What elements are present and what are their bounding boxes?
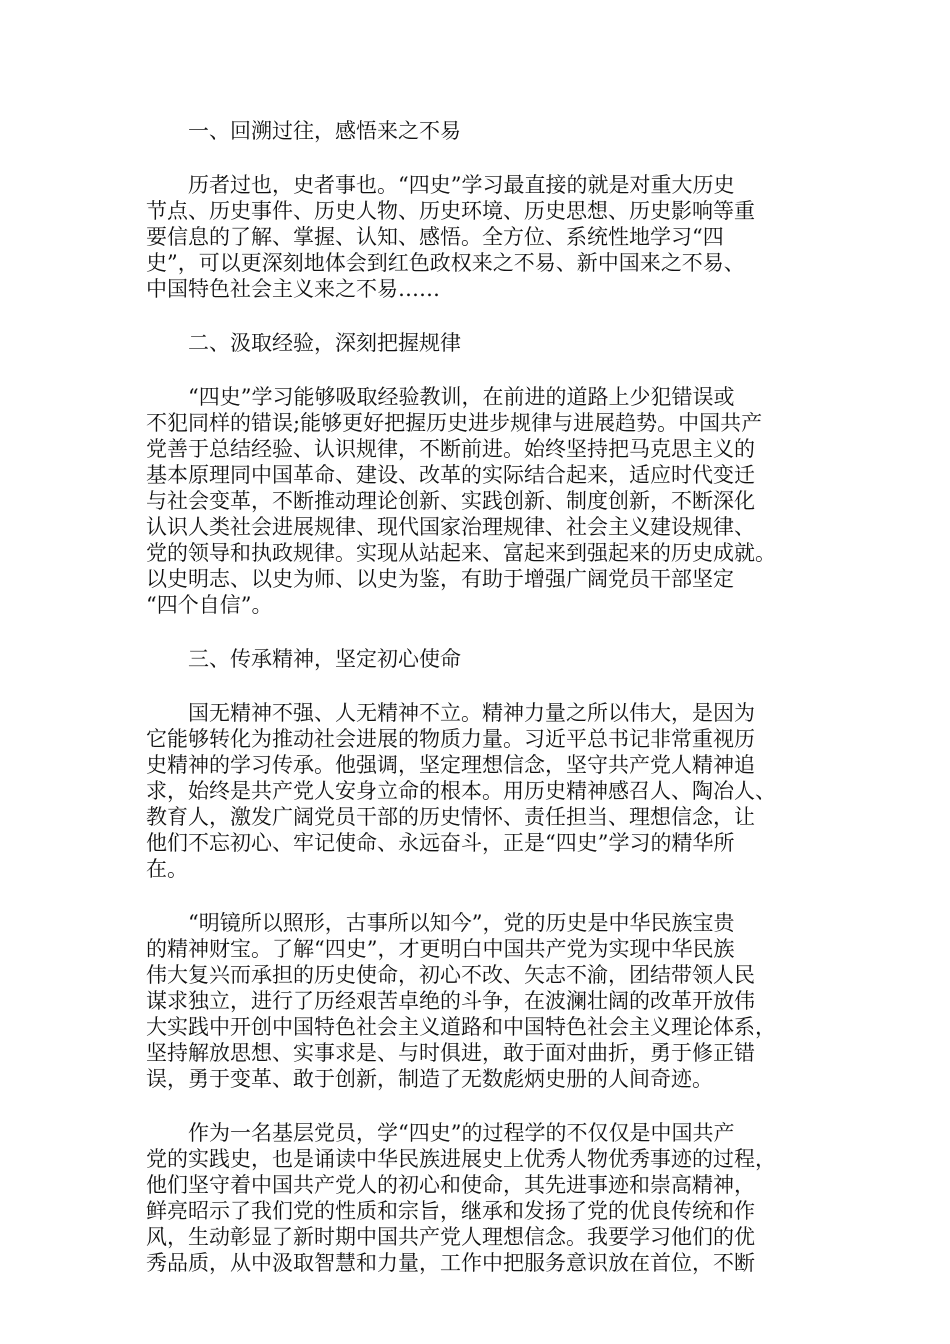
paragraph-line: 基本原理同中国革命、建设、改革的实际结合起来，适应时代变迁 bbox=[146, 463, 755, 487]
section-heading-3: 三、传承精神，坚定初心使命 bbox=[188, 647, 461, 671]
paragraph-line: 节点、历史事件、历史人物、历史环境、历史思想、历史影响等重 bbox=[146, 199, 755, 223]
paragraph-line: 党的实践史，也是诵读中华民族进展史上优秀人物优秀事迹的过程， bbox=[146, 1147, 776, 1171]
paragraph-line: 大实践中开创中国特色社会主义道路和中国特色社会主义理论体系， bbox=[146, 1015, 776, 1039]
paragraph-line: 中国特色社会主义来之不易…… bbox=[146, 277, 440, 301]
paragraph-5 bbox=[146, 1120, 806, 1276]
paragraph-line: 在。 bbox=[146, 857, 188, 881]
paragraph-line: 秀品质，从中汲取智慧和力量，工作中把服务意识放在首位，不断 bbox=[146, 1251, 755, 1275]
paragraph-line: 谋求独立，进行了历经艰苦卓绝的斗争，在波澜壮阔的改革开放伟 bbox=[146, 989, 755, 1013]
paragraph-line: 求，始终是共产党人安身立命的根本。用历史精神感召人、陶冶人、 bbox=[146, 779, 776, 803]
paragraph-line: “四个自信”。 bbox=[146, 593, 273, 617]
paragraph-line: 历者过也，史者事也。“四史”学习最直接的就是对重大历史 bbox=[188, 173, 735, 197]
paragraph-line: 教育人，激发广阔党员干部的历史情怀、责任担当、理想信念，让 bbox=[146, 805, 755, 829]
paragraph-line: 他们不忘初心、牢记使命、永远奋斗，正是“四史”学习的精华所 bbox=[146, 831, 735, 855]
document-body bbox=[146, 118, 806, 1304]
paragraph-line: “明镜所以照形，古事所以知今”，党的历史是中华民族宝贵 bbox=[188, 911, 735, 935]
paragraph-line: 认识人类社会进展规律、现代国家治理规律、社会主义建设规律、 bbox=[146, 515, 755, 539]
paragraph-line: 作为一名基层党员，学“四史”的过程学的不仅仅是中国共产 bbox=[188, 1121, 735, 1145]
paragraph-line: 国无精神不强、人无精神不立。精神力量之所以伟大，是因为 bbox=[188, 701, 755, 725]
paragraph-line: 他们坚守着中国共产党人的初心和使命，其先进事迹和崇高精神， bbox=[146, 1173, 755, 1197]
paragraph-line: 史精神的学习传承。他强调，坚定理想信念，坚守共产党人精神追 bbox=[146, 753, 755, 777]
paragraph-line: 以史明志、以史为师、以史为鉴，有助于增强广阔党员干部坚定 bbox=[146, 567, 734, 591]
paragraph-line: 党的领导和执政规律。实现从站起来、富起来到强起来的历史成就。 bbox=[146, 541, 776, 565]
paragraph-line: 鲜亮昭示了我们党的性质和宗旨，继承和发扬了党的优良传统和作 bbox=[146, 1199, 755, 1223]
paragraph-line: 史”，可以更深刻地体会到红色政权来之不易、新中国来之不易、 bbox=[146, 251, 745, 275]
paragraph-line: 要信息的了解、掌握、认知、感悟。全方位、系统性地学习“四 bbox=[146, 225, 724, 249]
paragraph-line: 党善于总结经验、认识规律，不断前进。始终坚持把马克思主义的 bbox=[146, 437, 755, 461]
paragraph-2 bbox=[146, 384, 806, 618]
paragraph-line: 误，勇于变革、敢于创新，制造了无数彪炳史册的人间奇迹。 bbox=[146, 1067, 713, 1091]
paragraph-1 bbox=[146, 172, 806, 302]
paragraph-4 bbox=[146, 910, 806, 1092]
paragraph-line: 的精神财宝。了解“四史”，才更明白中国共产党为实现中华民族 bbox=[146, 937, 735, 961]
paragraph-line: 它能够转化为推动社会进展的物质力量。习近平总书记非常重视历 bbox=[146, 727, 755, 751]
paragraph-line: 坚持解放思想、实事求是、与时俱进，敢于面对曲折，勇于修正错 bbox=[146, 1041, 755, 1065]
section-heading-2: 二、汲取经验，深刻把握规律 bbox=[188, 331, 461, 355]
paragraph-3 bbox=[146, 700, 806, 882]
paragraph-line: “四史”学习能够吸取经验教训，在前进的道路上少犯错误或 bbox=[188, 385, 735, 409]
paragraph-line: 与社会变革，不断推动理论创新、实践创新、制度创新，不断深化 bbox=[146, 489, 755, 513]
paragraph-line: 伟大复兴而承担的历史使命，初心不改、矢志不渝，团结带领人民 bbox=[146, 963, 755, 987]
paragraph-line: 风，生动彰显了新时期中国共产党人理想信念。我要学习他们的优 bbox=[146, 1225, 755, 1249]
section-heading-1: 一、回溯过往，感悟来之不易 bbox=[188, 119, 461, 143]
paragraph-line: 不犯同样的错误;能够更好把握历史进步规律与进展趋势。中国共产 bbox=[146, 411, 763, 435]
